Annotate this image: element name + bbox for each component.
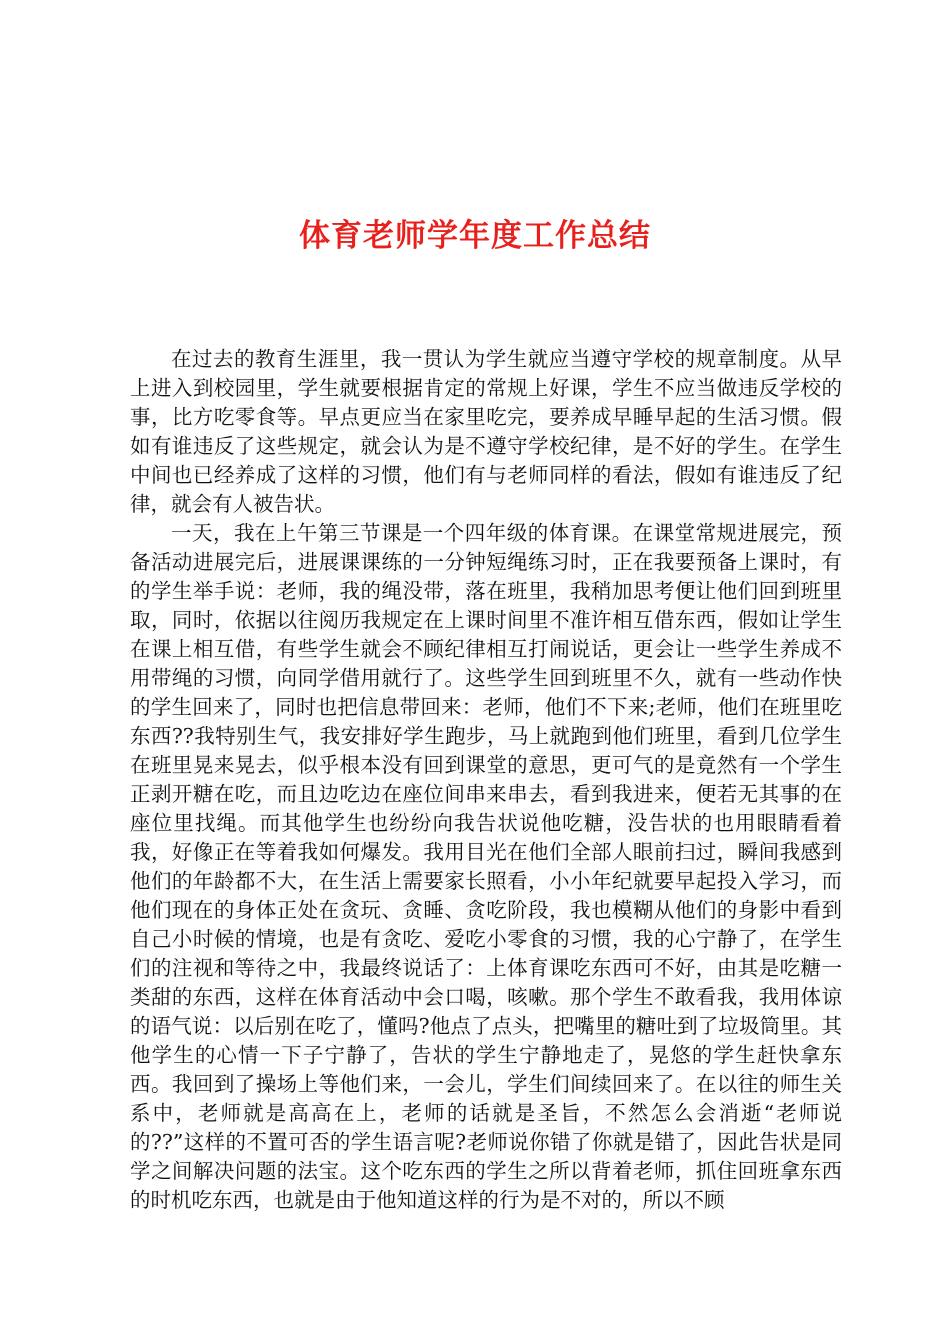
paragraph: 在过去的教育生涯里，我一贯认为学生就应当遵守学校的规章制度。从早上进入到校园里，学生就要根据肯定的常规上好课，学生不应当做违反学校的事，比方吃零食等。早点更应当在家里吃完，要养成早睡早起的生活习惯。假如有谁违反了这些规定，就会认为是不遵守学校纪律，是不好的学生。在学生中间也已经养成了这样的习惯，他们有与老师同样的看法，假如有谁违反了纪律，就会有人被告状。 — [130, 347, 842, 516]
document-title: 体育老师学年度工作总结 — [299, 218, 651, 254]
document-body — [130, 345, 842, 1215]
paragraph: 一天，我在上午第三节课是一个四年级的体育课。在课堂常规进展完，预备活动进展完后，进展课课练的一分钟短绳练习时，正在我要预备上课时，有的学生举手说：老师，我的绳没带，落在班里，我稍加思考便让他们回到班里取，同时，依据以往阅历我规定在上课时间里不准许相互借东西，假如让学生在课上相互借，有些学生就会不顾纪律相互打闹说话，更会让一些学生养成不用带绳的习惯，向同学借用就行了。这些学生回到班里不久，就有一些动作快的学生回来了，同时也把信息带回来：老师，他们不下来;老师，他们在班里吃东西??我特别生气，我安排好学生跑步，马上就跑到他们班里，看到几位学生在班里晃来晃去，似乎根本没有回到课堂的意思，更可气的是竟然有一个学生正剥开糖在吃，而且边吃边在座位间串来串去，看到我进来，便若无其事的在座位里找绳。而其他学生也纷纷向我告状说他吃糖，没告状的也用眼睛看着我，好像正在等着我如何爆发。我用目光在他们全部人眼前扫过，瞬间我感到他们的年龄都不大，在生活上需要家长照看，小小年纪就要早起投入学习，而他们现在的身体正处在贪玩、贪睡、贪吃阶段，我也模糊从他们的身影中看到自己小时候的情境，也是有贪吃、爱吃小零食的习惯，我的心宁静了，在学生们的注视和等待之中，我最终说话了：上体育课吃东西可不好，由其是吃糖一类甜的东西，这样在体育活动中会口喝，咳嗽。那个学生不敢看我，我用体谅的语气说：以后别在吃了，懂吗?他点了点头，把嘴里的糖吐到了垃圾筒里。其他学生的心情一下子宁静了，告状的学生宁静地走了，晃悠的学生赶快拿东西。我回到了操场上等他们来，一会儿，学生们间续回来了。在以往的师生关系中，老师就是高高在上，老师的话就是圣旨，不然怎么会消逝“老师说的??”这样的不置可否的学生语言呢?老师说你错了你就是错了，因此告状是同学之间解决问题的法宝。这个吃东西的学生之所以背着老师，抓住回班拿东西的时机吃东西，也就是由于他知道这样的行为是不对的，所以不顾 — [130, 521, 842, 1212]
